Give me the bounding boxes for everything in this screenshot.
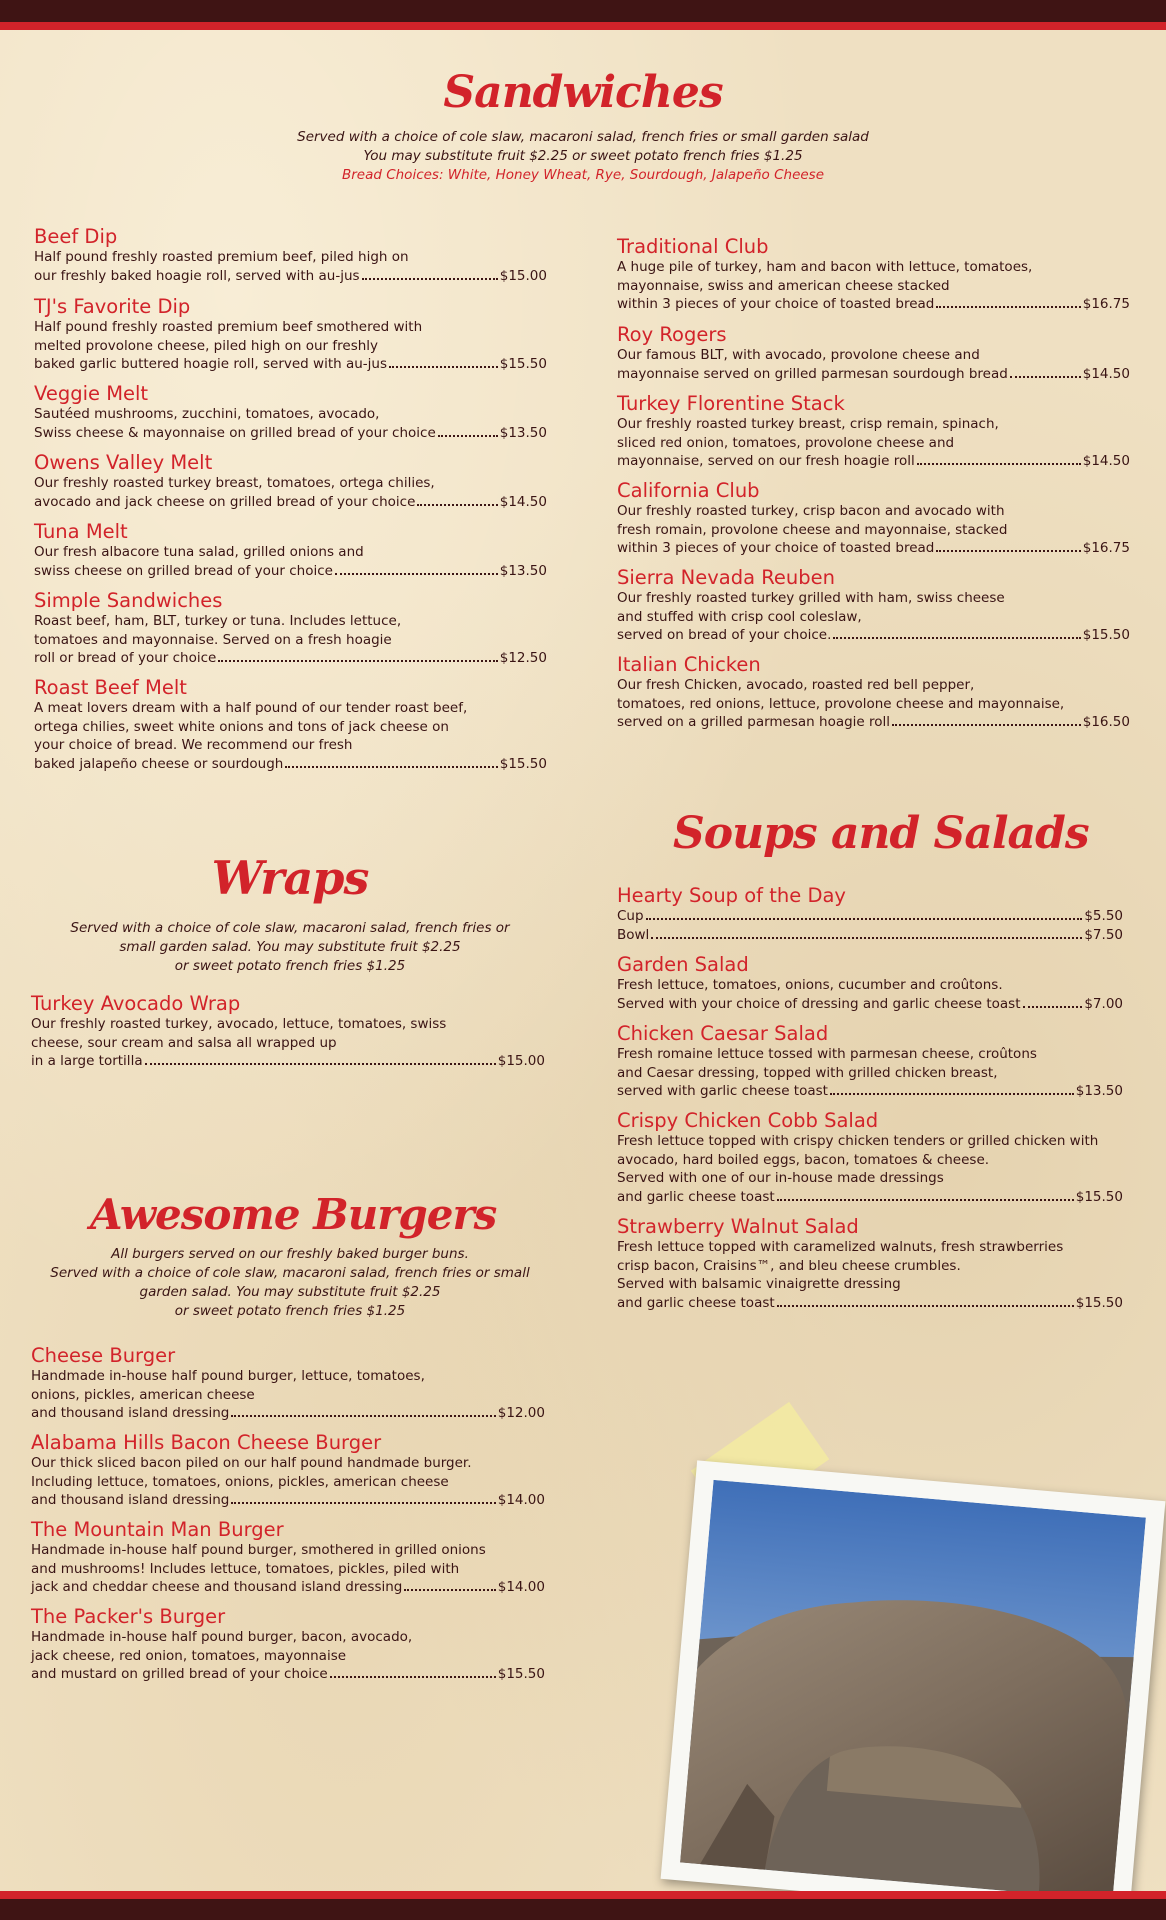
item-name: The Packer's Burger (31, 1605, 226, 1628)
dot-leader (830, 1092, 1074, 1095)
dot-leader (145, 1062, 496, 1065)
sandwiches-title: Sandwiches (443, 67, 723, 118)
description-line: Our fresh Chicken, avocado, roasted red bell pepper, (617, 677, 975, 693)
description-line: roll or bread of your choice (34, 650, 217, 666)
description-line: Sautéed mushrooms, zucchini, tomatoes, avocado, (34, 406, 380, 422)
description-line: within 3 pieces of your choice of toasted bread (617, 540, 935, 556)
arch-photo (661, 1460, 1166, 1919)
description-line: our freshly baked hoagie roll, served with au-jus (34, 267, 360, 284)
menu-item (617, 1109, 1123, 1206)
dot-leader (335, 572, 498, 575)
description-line: Our freshly roasted turkey, crisp bacon and avocado with (617, 503, 1005, 519)
item-name: Alabama Hills Bacon Cheese Burger (31, 1431, 382, 1454)
item-price: $13.50 (499, 424, 547, 441)
item-name: Hearty Soup of the Day (617, 884, 846, 907)
dot-leader (417, 503, 497, 506)
dot-leader (833, 636, 1080, 639)
description-line: Swiss cheese & mayonnaise on grilled bread of your choice (34, 424, 436, 441)
description-line: onions, pickles, american cheese (31, 1386, 255, 1403)
item-description (31, 1367, 545, 1423)
description-line: Our freshly roasted turkey breast, tomatoes, ortega chilies, (34, 475, 435, 491)
price-line (617, 1188, 1123, 1207)
item-description (34, 699, 547, 773)
description-line: Fresh romaine lettuce tossed with parmesan cheese, croûtons (617, 1046, 1037, 1062)
menu-item (31, 1431, 545, 1510)
item-description (617, 258, 1130, 314)
description-line: served on bread of your choice. (617, 627, 832, 643)
item-price: $14.00 (497, 1492, 545, 1508)
item-description (31, 1541, 545, 1597)
price-line (34, 562, 547, 581)
description-line: Handmade in-house half pound burger, smothered in grilled onions (31, 1542, 486, 1558)
description-line: fresh romain, provolone cheese and mayonnaise, stacked (617, 521, 1008, 538)
item-price: $15.50 (1082, 627, 1130, 643)
description-line: tomatoes and mayonnaise. Served on a fresh hoagie (34, 631, 392, 648)
item-price: $15.50 (497, 1666, 545, 1682)
option-line (617, 926, 1123, 945)
description-line: in a large tortilla (31, 1053, 143, 1069)
menu-item (617, 653, 1130, 732)
item-description (617, 415, 1130, 471)
menu-item (34, 295, 547, 374)
item-name: Sierra Nevada Reuben (617, 566, 835, 589)
description-line: swiss cheese on grilled bread of your choice (34, 562, 333, 579)
menu-item (31, 1518, 545, 1597)
description-line: Served with one of our in-house made dressings (617, 1170, 944, 1186)
item-description (34, 405, 547, 442)
description-line: Handmade in-house half pound burger, lettuce, tomatoes, (31, 1368, 425, 1384)
description-line: mayonnaise, swiss and american cheese stacked (617, 277, 950, 294)
price-line (617, 995, 1123, 1014)
item-description (31, 1454, 545, 1510)
price-line (31, 1665, 545, 1684)
sandwiches-subtitle-1: Served with a choice of cole slaw, macaroni salad, french fries or small garden salad (297, 129, 869, 145)
item-name: Owens Valley Melt (34, 451, 213, 474)
bottom-band (0, 1899, 1166, 1920)
item-name: Tuna Melt (34, 520, 128, 543)
description-line: crisp bacon, Craisins™, and bleu cheese crumbles. (617, 1257, 961, 1274)
item-description (617, 1045, 1123, 1101)
price-line (34, 355, 547, 374)
description-line: Our freshly roasted turkey grilled with ham, swiss cheese (617, 590, 1005, 606)
description-line: and thousand island dressing (31, 1492, 230, 1508)
item-description (31, 1628, 545, 1684)
item-description (34, 474, 547, 511)
sandwiches-subtitle-2: You may substitute fruit $2.25 or sweet potato french fries $1.25 (363, 148, 803, 164)
description-line: Our freshly roasted turkey, avocado, lettuce, tomatoes, swiss (31, 1016, 447, 1032)
menu-item (617, 884, 1123, 944)
menu-item (31, 992, 545, 1071)
dot-leader (285, 765, 497, 768)
item-description (34, 543, 547, 580)
price-line (31, 1578, 545, 1597)
item-price: $15.00 (497, 1053, 545, 1069)
dot-leader (777, 1304, 1074, 1307)
burgers-subtitle-3: garden salad. You may substitute fruit $2.25 (139, 1284, 441, 1300)
description-line: Half pound freshly roasted premium beef smothered with (34, 319, 423, 335)
item-description (31, 1015, 545, 1071)
description-line: Fresh lettuce, tomatoes, onions, cucumber and croûtons. (617, 977, 1003, 993)
price-line (617, 713, 1130, 732)
item-price: $14.50 (1082, 365, 1130, 382)
description-line: tomatoes, red onions, lettuce, provolone cheese and mayonnaise, (617, 695, 1065, 712)
wraps-subtitle-2: small garden salad. You may substitute fruit $2.25 (119, 939, 461, 955)
description-line: jack cheese, red onion, tomatoes, mayonnaise (31, 1647, 347, 1664)
item-description (617, 676, 1130, 732)
item-name: Italian Chicken (617, 653, 761, 676)
description-line: Our freshly roasted turkey breast, crisp remain, spinach, (617, 416, 999, 432)
menu-item (617, 953, 1123, 1013)
menu-item (617, 566, 1130, 645)
price-line (34, 267, 547, 286)
item-price: $16.50 (1082, 714, 1130, 730)
item-name: Turkey Avocado Wrap (31, 992, 241, 1015)
item-price: $16.75 (1082, 540, 1130, 556)
item-description (617, 1238, 1123, 1312)
menu-item (617, 1022, 1123, 1101)
item-name: Chicken Caesar Salad (617, 1022, 829, 1045)
item-name: Simple Sandwiches (34, 589, 223, 612)
item-name: Strawberry Walnut Salad (617, 1215, 859, 1238)
option-price: $7.50 (1084, 926, 1123, 943)
description-line: Served with balsamic vinaigrette dressing (617, 1276, 901, 1292)
item-price: $13.50 (1075, 1083, 1123, 1099)
description-line: and mustard on grilled bread of your choice (31, 1666, 328, 1682)
description-line: avocado, hard boiled eggs, bacon, tomatoes & cheese. (617, 1151, 990, 1168)
item-price: $12.50 (499, 650, 547, 666)
item-name: Veggie Melt (34, 382, 149, 405)
option-label: Cup (617, 908, 644, 924)
dot-leader (1010, 375, 1081, 378)
dot-leader (646, 917, 1083, 920)
item-name: The Mountain Man Burger (31, 1518, 284, 1541)
dot-leader (651, 936, 1082, 939)
wraps-subtitle-1: Served with a choice of cole slaw, macaroni salad, french fries or (70, 920, 510, 936)
dot-leader (1023, 1005, 1083, 1008)
description-line: Fresh lettuce topped with caramelized walnuts, fresh strawberries (617, 1239, 1064, 1255)
bread-choices: Bread Choices: White, Honey Wheat, Rye, Sourdough, Jalapeño Cheese (341, 167, 825, 183)
item-price: $15.50 (499, 356, 547, 372)
dot-leader (231, 1501, 495, 1504)
description-line: ortega chilies, sweet white onions and tons of jack cheese on (34, 718, 449, 735)
menu-item (34, 451, 547, 511)
item-description (34, 318, 547, 374)
item-description (617, 502, 1130, 558)
item-price: $16.75 (1082, 296, 1130, 312)
item-name: Turkey Florentine Stack (617, 392, 845, 415)
dot-leader (936, 549, 1080, 552)
price-line (31, 1491, 545, 1510)
item-price: $14.50 (1082, 453, 1130, 469)
top-band (0, 0, 1166, 22)
price-line (617, 1294, 1123, 1313)
price-line (31, 1404, 545, 1423)
menu-item (34, 382, 547, 442)
price-line (617, 626, 1130, 645)
price-line (617, 452, 1130, 471)
item-name: Beef Dip (34, 225, 118, 248)
burgers-subtitle-1: All burgers served on our freshly baked burger buns. (111, 1246, 469, 1262)
description-line: baked garlic buttered hoagie roll, served with au-jus (34, 356, 388, 372)
description-line: and garlic cheese toast (617, 1188, 775, 1205)
menu-item (617, 1215, 1123, 1312)
option-price: $5.50 (1084, 908, 1123, 924)
description-line: A meat lovers dream with a half pound of our tender roast beef, (34, 700, 468, 716)
price-line (34, 755, 547, 774)
dot-leader (218, 659, 497, 662)
option-label: Bowl (617, 926, 650, 943)
burgers-subtitle-4: or sweet potato french fries $1.25 (174, 1303, 406, 1319)
item-description (34, 612, 547, 668)
arch-image (680, 1480, 1146, 1900)
bottom-red-stripe (0, 1891, 1166, 1899)
burgers-title: Awesome Burgers (90, 1190, 497, 1239)
item-price: $14.00 (497, 1579, 545, 1595)
description-line: and stuffed with crisp cool coleslaw, (617, 608, 862, 625)
price-line (34, 649, 547, 668)
price-line (617, 539, 1130, 558)
dot-leader (330, 1675, 496, 1678)
price-line (617, 365, 1130, 384)
menu-item (34, 520, 547, 580)
dot-leader (777, 1198, 1074, 1201)
dot-leader (892, 723, 1081, 726)
item-price: $13.50 (499, 562, 547, 579)
item-description (617, 1132, 1123, 1206)
menu-item (617, 392, 1130, 471)
item-price: $12.00 (497, 1405, 545, 1421)
option-line (617, 907, 1123, 926)
description-line: served on a grilled parmesan hoagie roll (617, 714, 891, 730)
item-price: $15.50 (1075, 1188, 1123, 1205)
description-line: your choice of bread. We recommend our fresh (34, 737, 353, 753)
description-line: baked jalapeño cheese or sourdough (34, 755, 284, 772)
top-red-stripe (0, 22, 1166, 30)
description-line: and thousand island dressing (31, 1405, 230, 1421)
description-line: and garlic cheese toast (617, 1294, 775, 1311)
dot-leader (231, 1414, 495, 1417)
wraps-title: Wraps (211, 851, 369, 905)
item-name: TJ's Favorite Dip (34, 295, 191, 318)
item-name: Traditional Club (617, 235, 769, 258)
price-line (34, 424, 547, 443)
description-line: Our thick sliced bacon piled on our half pound handmade burger. (31, 1455, 472, 1471)
item-price: $14.50 (499, 493, 547, 510)
item-price: $15.00 (499, 267, 547, 284)
menu-item (617, 323, 1130, 383)
dot-leader (917, 462, 1081, 465)
item-name: California Club (617, 479, 760, 502)
description-line: mayonnaise, served on our fresh hoagie roll (617, 453, 915, 469)
description-line: Served with your choice of dressing and garlic cheese toast (617, 995, 1021, 1012)
description-line: A huge pile of turkey, ham and bacon with lettuce, tomatoes, (617, 259, 1033, 275)
item-name: Crispy Chicken Cobb Salad (617, 1109, 879, 1132)
description-line: melted provolone cheese, piled high on our freshly (34, 337, 379, 354)
photo-frame (661, 1460, 1166, 1919)
dot-leader (362, 277, 498, 280)
item-name: Cheese Burger (31, 1344, 176, 1367)
price-line (617, 295, 1130, 314)
menu-item (34, 676, 547, 773)
item-name: Garden Salad (617, 953, 749, 976)
description-line: Our famous BLT, with avocado, provolone cheese and (617, 347, 980, 363)
description-line: jack and cheddar cheese and thousand island dressing (31, 1579, 403, 1595)
menu-item (31, 1344, 545, 1423)
description-line: Fresh lettuce topped with crispy chicken tenders or grilled chicken with (617, 1133, 1099, 1149)
item-description (617, 346, 1130, 383)
price-line (34, 493, 547, 512)
wraps-subtitle-3: or sweet potato french fries $1.25 (174, 958, 406, 974)
dot-leader (438, 434, 498, 437)
dot-leader (389, 365, 498, 368)
menu-item (31, 1605, 545, 1684)
menu-item (617, 235, 1130, 314)
item-description (617, 589, 1130, 645)
description-line: mayonnaise served on grilled parmesan sourdough bread (617, 365, 1008, 382)
item-price: $15.50 (499, 755, 547, 772)
menu-item (34, 589, 547, 668)
item-description (617, 976, 1123, 1013)
description-line: Half pound freshly roasted premium beef, piled high on (34, 249, 409, 265)
description-line: Handmade in-house half pound burger, bacon, avocado, (31, 1629, 413, 1645)
item-name: Roast Beef Melt (34, 676, 187, 699)
description-line: avocado and jack cheese on grilled bread of your choice (34, 493, 416, 510)
burgers-subtitle-2: Served with a choice of cole slaw, macaroni salad, french fries or small (50, 1265, 530, 1281)
description-line: Including lettuce, tomatoes, onions, pickles, american cheese (31, 1473, 449, 1490)
item-price: $7.00 (1084, 995, 1123, 1012)
price-line (617, 1082, 1123, 1101)
item-description (34, 248, 547, 285)
description-line: sliced red onion, tomatoes, provolone cheese and (617, 434, 955, 451)
soups-salads-title: Soups and Salads (673, 808, 1089, 859)
item-price: $15.50 (1075, 1294, 1123, 1311)
menu-item (617, 479, 1130, 558)
menu-item (34, 225, 547, 285)
dot-leader (404, 1588, 495, 1591)
dot-leader (936, 305, 1080, 308)
description-line: Our fresh albacore tuna salad, grilled onions and (34, 544, 364, 560)
item-name: Roy Rogers (617, 323, 727, 346)
description-line: Roast beef, ham, BLT, turkey or tuna. Includes lettuce, (34, 613, 402, 629)
description-line: cheese, sour cream and salsa all wrapped up (31, 1034, 337, 1051)
description-line: served with garlic cheese toast (617, 1083, 828, 1099)
price-line (31, 1052, 545, 1071)
description-line: and Caesar dressing, topped with grilled chicken breast, (617, 1064, 998, 1081)
description-line: and mushrooms! Includes lettuce, tomatoes, pickles, piled with (31, 1560, 460, 1577)
description-line: within 3 pieces of your choice of toasted bread (617, 296, 935, 312)
item-description (617, 907, 1123, 944)
